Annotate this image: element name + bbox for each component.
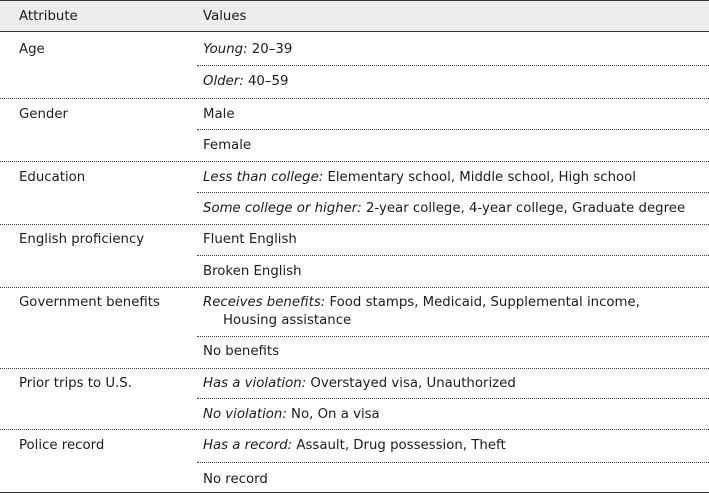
group-divider (0, 429, 709, 430)
attribute-age: Age (19, 42, 45, 57)
row-divider (197, 192, 709, 193)
value-education-less: Less than college: Elementary school, Middle school, High school (203, 170, 636, 185)
value-police-no-record: No record (203, 472, 268, 487)
row-divider (197, 462, 709, 463)
header-values: Values (203, 9, 247, 24)
value-benefits-none: No benefits (203, 344, 280, 359)
attribute-police-record: Police record (19, 438, 105, 453)
row-divider (197, 129, 709, 130)
attribute-benefits: Government benefits (19, 295, 160, 310)
attribute-prior-trips: Prior trips to U.S. (19, 376, 132, 391)
attribute-gender: Gender (19, 107, 68, 122)
attribute-english: English proficiency (19, 232, 145, 247)
group-divider (0, 224, 709, 225)
header-attribute: Attribute (19, 9, 78, 24)
value-english-broken: Broken English (203, 264, 302, 279)
value-age-older: Older: 40–59 (203, 74, 289, 89)
value-trips-violation: Has a violation: Overstayed visa, Unauthorized (203, 376, 516, 391)
value-police-has-record: Has a record: Assault, Drug possession, Theft (203, 438, 506, 453)
row-divider (197, 255, 709, 256)
row-divider (197, 65, 709, 66)
group-divider (0, 368, 709, 369)
table-bottom-rule (0, 492, 709, 493)
value-education-higher: Some college or higher: 2-year college, 4-year college, Graduate degree (203, 201, 686, 216)
value-trips-no-violation: No violation: No, On a visa (203, 407, 380, 422)
value-gender-male: Male (203, 107, 235, 122)
attribute-education: Education (19, 170, 86, 185)
value-benefits-receives: Receives benefits: Food stamps, Medicaid, Supplemental income, (203, 295, 640, 310)
value-benefits-receives-cont: Housing assistance (223, 313, 352, 328)
row-divider (197, 398, 709, 399)
value-gender-female: Female (203, 138, 252, 153)
group-divider (0, 98, 709, 99)
value-english-fluent: Fluent English (203, 232, 297, 247)
table-header (0, 0, 709, 32)
group-divider (0, 287, 709, 288)
group-divider (0, 161, 709, 162)
row-divider (197, 336, 709, 337)
value-age-young: Young: 20–39 (203, 42, 293, 57)
